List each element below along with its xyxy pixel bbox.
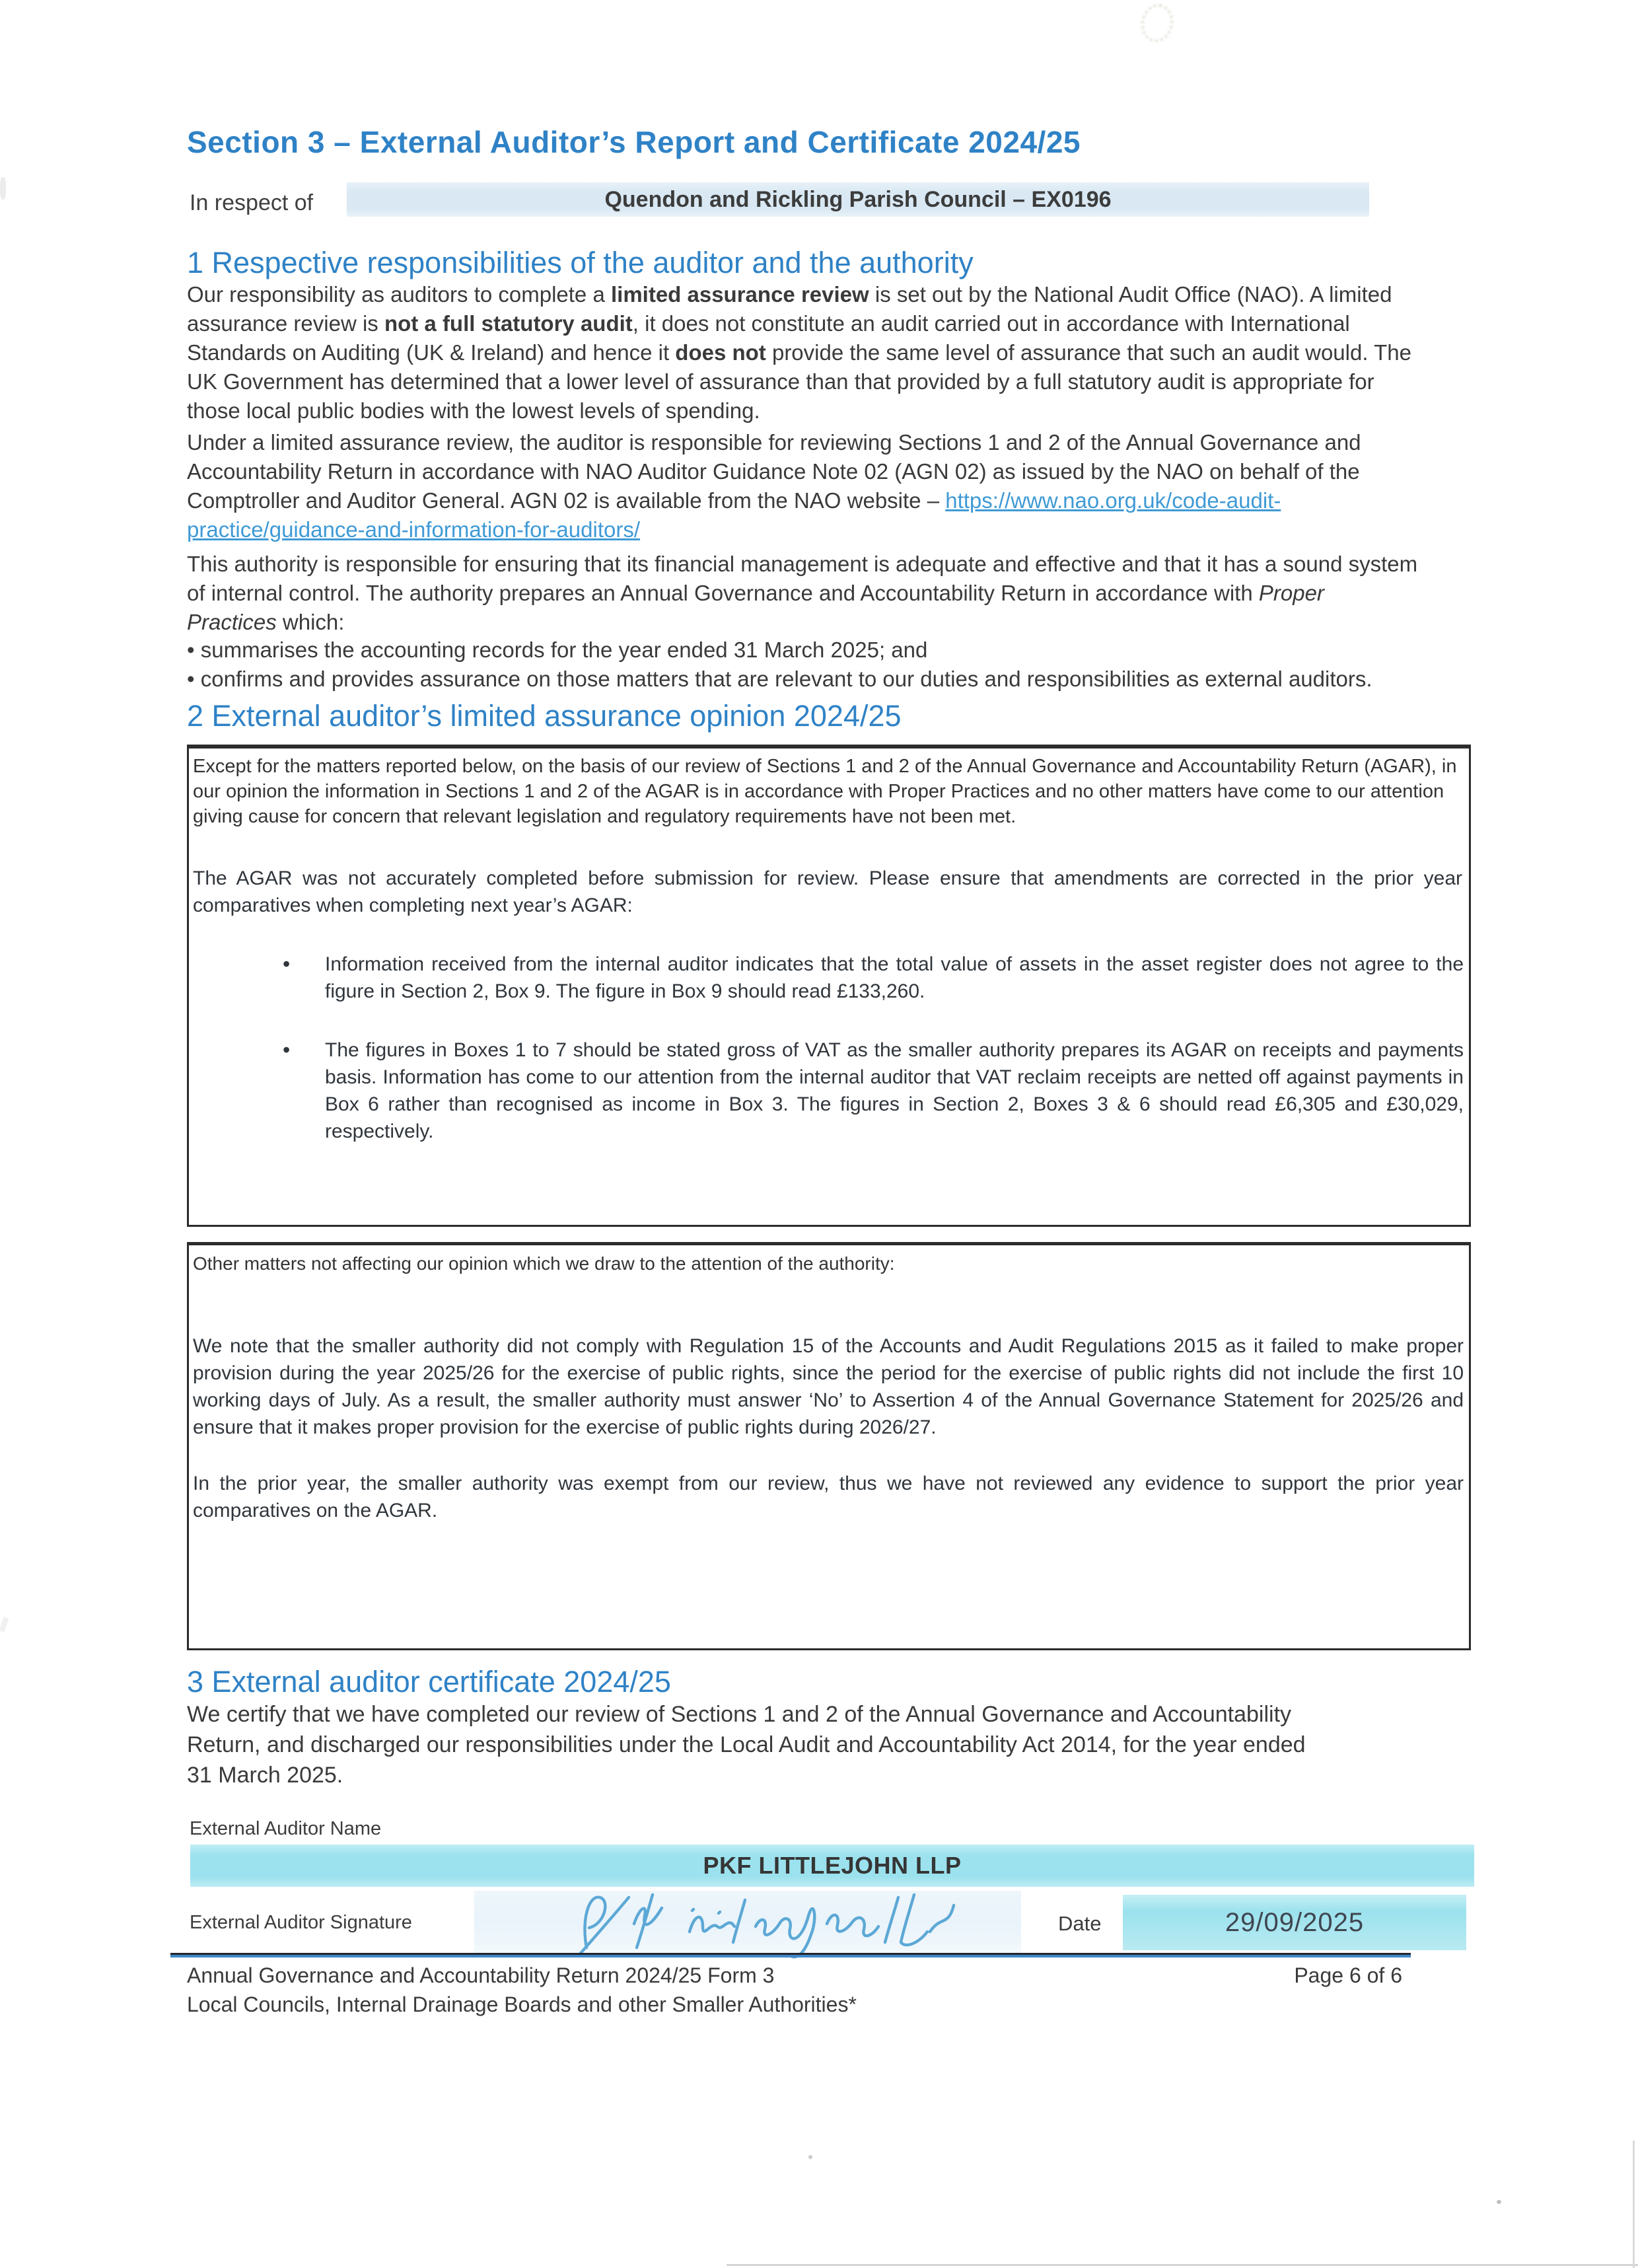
external-auditor-signature-field: [474, 1891, 1021, 1954]
nao-website-link[interactable]: https://www.nao.org.uk/code-audit-practice/guidance-and-information-for-auditors/: [187, 488, 1281, 542]
authority-name: Quendon and Rickling Parish Council – EX0196: [604, 186, 1112, 212]
certificate-paragraph: We certify that we have completed our review of Sections 1 and 2 of the Annual Governance and Accountability Return, and discharged our responsibilities under the Local Audit and Accountability Act 2014, for the year ended 31 March 2025.: [187, 1702, 1306, 1788]
auditor-signature-scribble: [534, 1879, 956, 1965]
external-auditor-name-value: PKF LITTLEJOHN LLP: [703, 1852, 962, 1879]
list-item: • summarises the accounting records for the year ended 31 March 2025; and: [187, 636, 1419, 665]
footer-form-title: Annual Governance and Accountability Return 2024/25 Form 3: [187, 1963, 775, 1987]
page-title: Section 3 – External Auditor’s Report and Certificate 2024/25: [187, 125, 1081, 159]
scan-artifact-dot: [1497, 2200, 1501, 2204]
other-matters-paragraph-prior-year: In the prior year, the smaller authority was exempt from our review, thus we have not reviewed any evidence to support the prior year comparatives on the AGAR.: [193, 1473, 1464, 1521]
opinion-bullet-vat: • The figures in Boxes 1 to 7 should be stated gross of VAT as the smaller authority prepares its AGAR on receipts and payments basis. Information has come to our attention from the internal auditor that VAT reclaim receipts are netted off against payments in Box 6 rather than recognised as income in Box 3. The figures in Section 2, Boxes 3 & 6 should read £6,305 and £30,029, respectively.: [325, 1037, 1464, 1145]
footer-divider: [170, 1953, 1411, 1957]
footer: [187, 1963, 1402, 1988]
scan-edge-shadow: [727, 2264, 1638, 2266]
section1-bullet-list: [187, 636, 1419, 694]
date-label: Date: [1058, 1912, 1102, 1935]
other-matters-paragraph-regulation: We note that the smaller authority did not comply with Regulation 15 of the Accounts and Audit Regulations 2015 as it failed to make proper provision during the year 2025/26 for the exercise of public rights, since the period for the exercise of public rights did not include the first 10 working days of July. As a result, the smaller authority must answer ‘No’ to Assertion 4 of the Annual Governance Statement for 2025/26 and ensure that it makes proper provision for the exercise of public rights during 2026/27.: [193, 1335, 1464, 1438]
opinion-intro-text: Except for the matters reported below, on the basis of our review of Sections 1 and 2 of the Annual Governance and Accountability Return (AGAR), in our opinion the information in Sections 1 and 2 of the AGAR is in accordance with Proper Practices and no other matters have come to our attention giving cause for concern that relevant legislation and regulatory requirements have not been met.: [193, 756, 1457, 827]
date-value: 29/09/2025: [1225, 1907, 1365, 1937]
section1-paragraph-authority: This authority is responsible for ensuring that its financial management is adequate and effective and that it has a sound system of internal control. The authority prepares an Annual Governance and Accountability Return in accordance with Proper Practices which:: [187, 552, 1418, 634]
section1-paragraph-responsibility: Our responsibility as auditors to complete a limited assurance review is set out by the National Audit Office (NAO). A limited assurance review is not a full statutory audit, it does not constitute an audit carried out in accordance with International Standards on Auditing (UK & Ireland) and hence it does not provide the same level of assurance that such an audit would. The UK Government has determined that a lower level of assurance than that provided by a full statutory audit is appropriate for those local public bodies with the lowest levels of spending.: [187, 282, 1411, 423]
external-auditor-signature-label: External Auditor Signature: [190, 1912, 412, 1933]
scan-artifact-speck: [0, 177, 6, 200]
scan-artifact-ring: [1137, 1, 1176, 46]
footer-subtitle: Local Councils, Internal Drainage Boards and other Smaller Authorities*: [187, 1993, 857, 2016]
section3-heading: 3 External auditor certificate 2024/25: [187, 1665, 671, 1699]
footer-page-number: Page 6 of 6: [1294, 1963, 1402, 1987]
other-matters-intro-text: Other matters not affecting our opinion which we draw to the attention of the authority:: [193, 1253, 895, 1274]
section1-heading: 1 Respective responsibilities of the auditor and the authority: [187, 246, 974, 279]
opinion-box: [187, 745, 1471, 1227]
in-respect-of-label: In respect of: [190, 190, 314, 215]
authority-name-field: [347, 182, 1369, 217]
scan-artifact-dot: [808, 2155, 812, 2159]
scan-artifact-speck: [0, 1617, 9, 1632]
section1-paragraph-review: Under a limited assurance review, the auditor is responsible for reviewing Sections 1 and 2 of the Annual Governance and Accountability Return in accordance with NAO Auditor Guidance Note 02 (AGN 02) as issued by the NAO on behalf of the Comptroller and Auditor General. AGN 02 is available from the NAO website – https://www.nao.org.uk/code-audit-practice/guidance-and-information-for-auditors/: [187, 430, 1361, 542]
other-matters-box: [187, 1242, 1471, 1650]
list-item: • confirms and provides assurance on those matters that are relevant to our duties and responsibilities as external auditors.: [187, 665, 1419, 694]
scan-edge-shadow: [1633, 2140, 1635, 2268]
section2-heading: 2 External auditor’s limited assurance opinion 2024/25: [187, 699, 902, 733]
opinion-bullet-assets: • Information received from the internal auditor indicates that the total value of assets in the asset register does not agree to the figure in Section 2, Box 9. The figure in Box 9 should read £133,260.: [325, 951, 1464, 1005]
opinion-body-text: The AGAR was not accurately completed before submission for review. Please ensure that amendments are corrected in the prior year comparatives when completing next year’s AGAR:: [193, 867, 1462, 916]
date-field: [1123, 1895, 1466, 1950]
external-auditor-name-label: External Auditor Name: [190, 1818, 382, 1839]
